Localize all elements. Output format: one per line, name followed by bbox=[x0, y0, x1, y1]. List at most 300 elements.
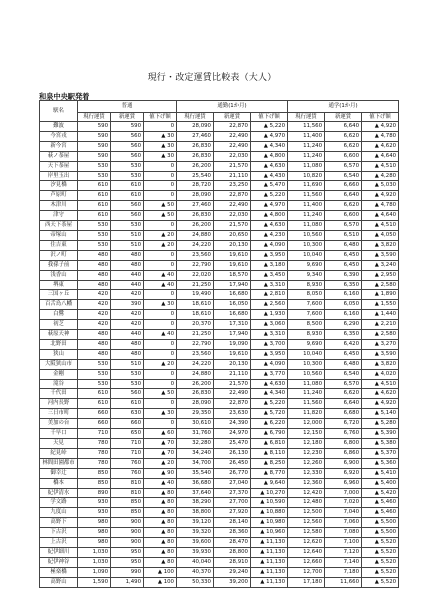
regular-reduction-cell: ▲ 30 bbox=[144, 131, 177, 141]
regular-reduction-cell: ▲ 70 bbox=[144, 439, 177, 449]
commuter-new-cell: 24,390 bbox=[214, 419, 251, 429]
student-current-cell: 10,820 bbox=[288, 171, 325, 181]
commuter-current-cell: 28,720 bbox=[177, 181, 214, 191]
table-row bbox=[40, 488, 399, 498]
student-new-cell: 6,480 bbox=[325, 359, 362, 369]
regular-new-cell: 480 bbox=[111, 339, 144, 349]
regular-reduction-cell: 0 bbox=[144, 171, 177, 181]
commuter-current-cell: 24,220 bbox=[177, 359, 214, 369]
student-current-cell: 11,240 bbox=[288, 211, 325, 221]
student-new-cell: 6,760 bbox=[325, 429, 362, 439]
regular-new-cell: 530 bbox=[111, 221, 144, 231]
regular-current-cell: 780 bbox=[78, 448, 111, 458]
student-new-cell: 6,800 bbox=[325, 439, 362, 449]
regular-new-cell: 420 bbox=[111, 320, 144, 330]
station-name-cell: 北野田 bbox=[40, 339, 78, 349]
station-name-cell: 萩原天神 bbox=[40, 330, 78, 340]
regular-reduction-cell: ▲ 80 bbox=[144, 557, 177, 567]
student-current-cell: 12,420 bbox=[288, 488, 325, 498]
station-name-cell: 紀伊細川 bbox=[40, 547, 78, 557]
table-row bbox=[40, 468, 399, 478]
student-new-cell: 6,570 bbox=[325, 221, 362, 231]
regular-reduction-cell: 0 bbox=[144, 419, 177, 429]
regular-current-cell: 590 bbox=[78, 141, 111, 151]
commuter-new-cell: 21,110 bbox=[214, 171, 251, 181]
commuter-reduction-cell: ▲ 8,250 bbox=[251, 458, 288, 468]
subheader-new-fare: 新運賃 bbox=[214, 113, 251, 122]
table-row bbox=[40, 122, 399, 132]
commuter-reduction-cell: ▲ 5,720 bbox=[251, 409, 288, 419]
commuter-reduction-cell: ▲ 3,310 bbox=[251, 330, 288, 340]
regular-reduction-cell: 0 bbox=[144, 250, 177, 260]
regular-new-cell: 530 bbox=[111, 171, 144, 181]
regular-current-cell: 480 bbox=[78, 330, 111, 340]
commuter-reduction-cell: ▲ 3,310 bbox=[251, 280, 288, 290]
student-reduction-cell: ▲ 5,380 bbox=[362, 439, 399, 449]
group-header-commuter: 通勤(1か月) bbox=[177, 101, 288, 113]
commuter-reduction-cell: ▲ 10,980 bbox=[251, 518, 288, 528]
station-name-cell: 紀見峠 bbox=[40, 448, 78, 458]
regular-current-cell: 610 bbox=[78, 389, 111, 399]
commuter-new-cell: 22,870 bbox=[214, 399, 251, 409]
station-name-cell: 三国ヶ丘 bbox=[40, 290, 78, 300]
student-reduction-cell: ▲ 4,780 bbox=[362, 201, 399, 211]
student-new-cell: 6,570 bbox=[325, 161, 362, 171]
commuter-reduction-cell: ▲ 10,880 bbox=[251, 508, 288, 518]
student-reduction-cell: ▲ 5,460 bbox=[362, 498, 399, 508]
commuter-current-cell: 26,830 bbox=[177, 141, 214, 151]
student-reduction-cell: ▲ 5,030 bbox=[362, 181, 399, 191]
commuter-reduction-cell: ▲ 3,060 bbox=[251, 320, 288, 330]
regular-current-cell: 530 bbox=[78, 230, 111, 240]
regular-current-cell: 890 bbox=[78, 488, 111, 498]
commuter-new-cell: 27,040 bbox=[214, 478, 251, 488]
station-name-cell: 美加の台 bbox=[40, 419, 78, 429]
student-reduction-cell: ▲ 5,370 bbox=[362, 448, 399, 458]
student-reduction-cell: ▲ 5,460 bbox=[362, 508, 399, 518]
regular-reduction-cell: ▲ 30 bbox=[144, 141, 177, 151]
regular-reduction-cell: 0 bbox=[144, 181, 177, 191]
regular-current-cell: 480 bbox=[78, 349, 111, 359]
student-reduction-cell: ▲ 4,920 bbox=[362, 191, 399, 201]
station-name-cell: 千代田 bbox=[40, 389, 78, 399]
table-row bbox=[40, 359, 399, 369]
regular-reduction-cell: ▲ 60 bbox=[144, 429, 177, 439]
station-column-header: 駅名 bbox=[40, 101, 78, 122]
student-new-cell: 6,420 bbox=[325, 339, 362, 349]
regular-current-cell: 1,090 bbox=[78, 567, 111, 577]
commuter-current-cell: 50,330 bbox=[177, 577, 214, 587]
student-new-cell: 6,600 bbox=[325, 151, 362, 161]
regular-new-cell: 510 bbox=[111, 230, 144, 240]
regular-new-cell: 1,490 bbox=[111, 577, 144, 587]
student-current-cell: 12,000 bbox=[288, 419, 325, 429]
student-current-cell: 11,690 bbox=[288, 181, 325, 191]
commuter-current-cell: 28,090 bbox=[177, 399, 214, 409]
commuter-current-cell: 40,370 bbox=[177, 567, 214, 577]
station-name-cell: 新今宮 bbox=[40, 141, 78, 151]
student-current-cell: 12,620 bbox=[288, 538, 325, 548]
table-row bbox=[40, 151, 399, 161]
table-row bbox=[40, 538, 399, 548]
commuter-reduction-cell: ▲ 6,220 bbox=[251, 419, 288, 429]
regular-reduction-cell: 0 bbox=[144, 379, 177, 389]
table-row bbox=[40, 171, 399, 181]
student-reduction-cell: ▲ 4,620 bbox=[362, 389, 399, 399]
regular-new-cell: 530 bbox=[111, 161, 144, 171]
commuter-new-cell: 28,800 bbox=[214, 547, 251, 557]
student-reduction-cell: ▲ 3,590 bbox=[362, 349, 399, 359]
regular-current-cell: 590 bbox=[78, 122, 111, 132]
commuter-new-cell: 29,240 bbox=[214, 567, 251, 577]
commuter-new-cell: 27,370 bbox=[214, 488, 251, 498]
table-row bbox=[40, 389, 399, 399]
regular-new-cell: 560 bbox=[111, 211, 144, 221]
regular-current-cell: 1,590 bbox=[78, 577, 111, 587]
student-new-cell: 6,350 bbox=[325, 280, 362, 290]
commuter-new-cell: 22,490 bbox=[214, 201, 251, 211]
commuter-new-cell: 24,970 bbox=[214, 429, 251, 439]
student-new-cell: 6,050 bbox=[325, 300, 362, 310]
commuter-current-cell: 22,790 bbox=[177, 260, 214, 270]
commuter-new-cell: 26,450 bbox=[214, 458, 251, 468]
station-name-cell: 九度山 bbox=[40, 508, 78, 518]
table-row bbox=[40, 161, 399, 171]
student-new-cell: 7,100 bbox=[325, 538, 362, 548]
student-new-cell: 6,620 bbox=[325, 131, 362, 141]
commuter-reduction-cell: ▲ 5,220 bbox=[251, 399, 288, 409]
regular-current-cell: 980 bbox=[78, 538, 111, 548]
table-row bbox=[40, 201, 399, 211]
regular-current-cell: 480 bbox=[78, 270, 111, 280]
regular-reduction-cell: ▲ 80 bbox=[144, 547, 177, 557]
student-current-cell: 8,930 bbox=[288, 280, 325, 290]
regular-reduction-cell: ▲ 50 bbox=[144, 201, 177, 211]
regular-new-cell: 510 bbox=[111, 240, 144, 250]
table-row bbox=[40, 478, 399, 488]
student-reduction-cell: ▲ 4,510 bbox=[362, 379, 399, 389]
student-current-cell: 10,040 bbox=[288, 349, 325, 359]
table-row bbox=[40, 349, 399, 359]
student-new-cell: 7,000 bbox=[325, 488, 362, 498]
commuter-reduction-cell: ▲ 9,640 bbox=[251, 478, 288, 488]
regular-reduction-cell: 0 bbox=[144, 310, 177, 320]
regular-current-cell: 850 bbox=[78, 478, 111, 488]
regular-current-cell: 980 bbox=[78, 518, 111, 528]
regular-new-cell: 590 bbox=[111, 122, 144, 132]
commuter-reduction-cell: ▲ 3,700 bbox=[251, 339, 288, 349]
student-new-cell: 6,600 bbox=[325, 211, 362, 221]
commuter-new-cell: 22,870 bbox=[214, 122, 251, 132]
commuter-new-cell: 17,940 bbox=[214, 330, 251, 340]
regular-reduction-cell: ▲ 20 bbox=[144, 240, 177, 250]
student-current-cell: 10,300 bbox=[288, 359, 325, 369]
student-reduction-cell: ▲ 4,020 bbox=[362, 369, 399, 379]
table-row bbox=[40, 458, 399, 468]
student-current-cell: 12,580 bbox=[288, 528, 325, 538]
regular-current-cell: 530 bbox=[78, 359, 111, 369]
commuter-reduction-cell: ▲ 10,270 bbox=[251, 488, 288, 498]
commuter-reduction-cell: ▲ 11,130 bbox=[251, 557, 288, 567]
commuter-current-cell: 26,830 bbox=[177, 389, 214, 399]
regular-reduction-cell: ▲ 20 bbox=[144, 458, 177, 468]
regular-new-cell: 990 bbox=[111, 567, 144, 577]
commuter-reduction-cell: ▲ 4,800 bbox=[251, 211, 288, 221]
commuter-current-cell: 38,800 bbox=[177, 508, 214, 518]
student-current-cell: 12,560 bbox=[288, 518, 325, 528]
commuter-reduction-cell: ▲ 4,630 bbox=[251, 379, 288, 389]
commuter-reduction-cell: ▲ 5,470 bbox=[251, 181, 288, 191]
commuter-new-cell: 22,030 bbox=[214, 151, 251, 161]
table-row bbox=[40, 439, 399, 449]
regular-current-cell: 530 bbox=[78, 161, 111, 171]
regular-reduction-cell: ▲ 70 bbox=[144, 448, 177, 458]
station-name-cell: 紀伊清水 bbox=[40, 488, 78, 498]
commuter-new-cell: 23,250 bbox=[214, 181, 251, 191]
table-row bbox=[40, 230, 399, 240]
commuter-reduction-cell: ▲ 3,450 bbox=[251, 270, 288, 280]
student-new-cell: 6,540 bbox=[325, 171, 362, 181]
commuter-reduction-cell: ▲ 4,340 bbox=[251, 141, 288, 151]
commuter-current-cell: 39,120 bbox=[177, 518, 214, 528]
student-current-cell: 12,500 bbox=[288, 508, 325, 518]
commuter-current-cell: 40,040 bbox=[177, 557, 214, 567]
regular-current-cell: 710 bbox=[78, 429, 111, 439]
commuter-new-cell: 26,770 bbox=[214, 468, 251, 478]
commuter-new-cell: 28,140 bbox=[214, 518, 251, 528]
commuter-current-cell: 28,090 bbox=[177, 122, 214, 132]
student-current-cell: 12,180 bbox=[288, 439, 325, 449]
commuter-current-cell: 23,560 bbox=[177, 250, 214, 260]
student-reduction-cell: ▲ 5,500 bbox=[362, 518, 399, 528]
student-reduction-cell: ▲ 5,520 bbox=[362, 547, 399, 557]
table-row bbox=[40, 300, 399, 310]
commuter-current-cell: 22,790 bbox=[177, 339, 214, 349]
commuter-current-cell: 36,680 bbox=[177, 478, 214, 488]
regular-current-cell: 610 bbox=[78, 399, 111, 409]
station-name-cell: 天下茶屋 bbox=[40, 161, 78, 171]
subheader-current-fare: 現行運賃 bbox=[177, 113, 214, 122]
commuter-new-cell: 18,570 bbox=[214, 270, 251, 280]
regular-current-cell: 530 bbox=[78, 379, 111, 389]
commuter-reduction-cell: ▲ 8,110 bbox=[251, 448, 288, 458]
station-name-cell: 白鷺 bbox=[40, 310, 78, 320]
table-row bbox=[40, 240, 399, 250]
table-row bbox=[40, 131, 399, 141]
regular-current-cell: 610 bbox=[78, 211, 111, 221]
commuter-new-cell: 22,490 bbox=[214, 141, 251, 151]
regular-new-cell: 760 bbox=[111, 468, 144, 478]
student-current-cell: 12,150 bbox=[288, 429, 325, 439]
station-name-cell: 西天下茶屋 bbox=[40, 221, 78, 231]
regular-current-cell: 850 bbox=[78, 468, 111, 478]
commuter-new-cell: 21,570 bbox=[214, 221, 251, 231]
student-new-cell: 6,920 bbox=[325, 468, 362, 478]
regular-reduction-cell: 0 bbox=[144, 290, 177, 300]
student-current-cell: 9,690 bbox=[288, 260, 325, 270]
commuter-reduction-cell: ▲ 1,930 bbox=[251, 310, 288, 320]
table-row bbox=[40, 547, 399, 557]
student-reduction-cell: ▲ 5,360 bbox=[362, 458, 399, 468]
student-reduction-cell: ▲ 1,890 bbox=[362, 290, 399, 300]
commuter-reduction-cell: ▲ 4,340 bbox=[251, 389, 288, 399]
commuter-reduction-cell: ▲ 4,800 bbox=[251, 151, 288, 161]
commuter-reduction-cell: ▲ 6,810 bbox=[251, 439, 288, 449]
student-new-cell: 11,660 bbox=[325, 577, 362, 587]
student-current-cell: 8,930 bbox=[288, 330, 325, 340]
student-new-cell: 6,860 bbox=[325, 448, 362, 458]
regular-reduction-cell: ▲ 90 bbox=[144, 468, 177, 478]
student-reduction-cell: ▲ 4,050 bbox=[362, 230, 399, 240]
commuter-new-cell: 28,470 bbox=[214, 538, 251, 548]
student-current-cell: 8,050 bbox=[288, 290, 325, 300]
commuter-new-cell: 21,110 bbox=[214, 369, 251, 379]
regular-reduction-cell: 0 bbox=[144, 161, 177, 171]
subheader-reduction: 値下げ額 bbox=[144, 113, 177, 122]
student-current-cell: 10,300 bbox=[288, 240, 325, 250]
commuter-new-cell: 22,490 bbox=[214, 131, 251, 141]
regular-current-cell: 420 bbox=[78, 300, 111, 310]
commuter-current-cell: 24,880 bbox=[177, 369, 214, 379]
commuter-new-cell: 16,680 bbox=[214, 290, 251, 300]
station-name-cell: 堺東 bbox=[40, 280, 78, 290]
table-row bbox=[40, 191, 399, 201]
commuter-new-cell: 22,490 bbox=[214, 389, 251, 399]
fare-comparison-table bbox=[39, 100, 399, 588]
commuter-current-cell: 34,240 bbox=[177, 448, 214, 458]
station-name-cell: 千早口 bbox=[40, 429, 78, 439]
student-reduction-cell: ▲ 5,520 bbox=[362, 577, 399, 587]
student-reduction-cell: ▲ 4,920 bbox=[362, 122, 399, 132]
commuter-new-cell: 17,310 bbox=[214, 320, 251, 330]
student-reduction-cell: ▲ 2,580 bbox=[362, 330, 399, 340]
student-reduction-cell: ▲ 5,400 bbox=[362, 478, 399, 488]
student-new-cell: 7,180 bbox=[325, 567, 362, 577]
commuter-reduction-cell: ▲ 11,130 bbox=[251, 577, 288, 587]
commuter-current-cell: 24,220 bbox=[177, 240, 214, 250]
student-new-cell: 6,960 bbox=[325, 478, 362, 488]
station-name-cell: 帝塚山 bbox=[40, 230, 78, 240]
commuter-new-cell: 19,610 bbox=[214, 260, 251, 270]
commuter-current-cell: 26,200 bbox=[177, 161, 214, 171]
student-reduction-cell: ▲ 4,510 bbox=[362, 161, 399, 171]
student-current-cell: 11,560 bbox=[288, 191, 325, 201]
regular-current-cell: 660 bbox=[78, 419, 111, 429]
subheader-reduction: 値下げ額 bbox=[251, 113, 288, 122]
regular-new-cell: 710 bbox=[111, 448, 144, 458]
regular-new-cell: 530 bbox=[111, 379, 144, 389]
student-reduction-cell: ▲ 3,240 bbox=[362, 260, 399, 270]
student-current-cell: 9,690 bbox=[288, 339, 325, 349]
station-name-cell: 百舌鳥八幡 bbox=[40, 300, 78, 310]
table-row bbox=[40, 567, 399, 577]
regular-new-cell: 480 bbox=[111, 349, 144, 359]
table-row bbox=[40, 498, 399, 508]
station-name-cell: 浅香山 bbox=[40, 270, 78, 280]
student-current-cell: 12,330 bbox=[288, 468, 325, 478]
table-row bbox=[40, 330, 399, 340]
station-name-cell: 今宮戎 bbox=[40, 131, 78, 141]
student-new-cell: 6,160 bbox=[325, 290, 362, 300]
commuter-current-cell: 35,540 bbox=[177, 468, 214, 478]
student-new-cell: 6,620 bbox=[325, 201, 362, 211]
regular-current-cell: 930 bbox=[78, 508, 111, 518]
regular-current-cell: 480 bbox=[78, 339, 111, 349]
regular-reduction-cell: ▲ 30 bbox=[144, 300, 177, 310]
regular-reduction-cell: ▲ 40 bbox=[144, 270, 177, 280]
regular-reduction-cell: 0 bbox=[144, 191, 177, 201]
regular-new-cell: 650 bbox=[111, 429, 144, 439]
station-name-cell: 金剛 bbox=[40, 369, 78, 379]
table-row bbox=[40, 419, 399, 429]
regular-current-cell: 1,030 bbox=[78, 557, 111, 567]
regular-new-cell: 850 bbox=[111, 498, 144, 508]
commuter-reduction-cell: ▲ 11,130 bbox=[251, 538, 288, 548]
student-current-cell: 11,080 bbox=[288, 379, 325, 389]
commuter-reduction-cell: ▲ 4,090 bbox=[251, 359, 288, 369]
commuter-new-cell: 16,680 bbox=[214, 310, 251, 320]
table-row bbox=[40, 270, 399, 280]
regular-current-cell: 610 bbox=[78, 201, 111, 211]
student-new-cell: 6,620 bbox=[325, 389, 362, 399]
table-row bbox=[40, 339, 399, 349]
student-new-cell: 6,540 bbox=[325, 369, 362, 379]
commuter-reduction-cell: ▲ 10,590 bbox=[251, 498, 288, 508]
student-new-cell: 6,640 bbox=[325, 191, 362, 201]
station-subtitle: 和泉中央駅発着 bbox=[39, 92, 90, 101]
commuter-reduction-cell: ▲ 3,180 bbox=[251, 260, 288, 270]
student-new-cell: 6,900 bbox=[325, 458, 362, 468]
student-reduction-cell: ▲ 2,210 bbox=[362, 320, 399, 330]
commuter-reduction-cell: ▲ 6,790 bbox=[251, 429, 288, 439]
regular-new-cell: 440 bbox=[111, 270, 144, 280]
student-reduction-cell: ▲ 3,590 bbox=[362, 250, 399, 260]
regular-current-cell: 480 bbox=[78, 250, 111, 260]
student-new-cell: 6,450 bbox=[325, 250, 362, 260]
student-new-cell: 6,160 bbox=[325, 310, 362, 320]
student-new-cell: 6,620 bbox=[325, 141, 362, 151]
commuter-current-cell: 21,250 bbox=[177, 280, 214, 290]
student-current-cell: 11,820 bbox=[288, 409, 325, 419]
student-reduction-cell: ▲ 2,580 bbox=[362, 280, 399, 290]
station-name-cell: 河内長野 bbox=[40, 399, 78, 409]
student-reduction-cell: ▲ 4,780 bbox=[362, 131, 399, 141]
commuter-reduction-cell: ▲ 4,630 bbox=[251, 221, 288, 231]
regular-reduction-cell: ▲ 50 bbox=[144, 389, 177, 399]
station-name-cell: 汐見橋 bbox=[40, 181, 78, 191]
regular-reduction-cell: ▲ 40 bbox=[144, 280, 177, 290]
group-header-regular: 普通 bbox=[78, 101, 177, 113]
commuter-new-cell: 17,940 bbox=[214, 280, 251, 290]
commuter-current-cell: 18,610 bbox=[177, 300, 214, 310]
commuter-current-cell: 28,090 bbox=[177, 191, 214, 201]
subheader-current-fare: 現行運賃 bbox=[78, 113, 111, 122]
station-name-cell: 芦原町 bbox=[40, 191, 78, 201]
student-new-cell: 7,060 bbox=[325, 518, 362, 528]
commuter-new-cell: 39,200 bbox=[214, 577, 251, 587]
commuter-current-cell: 29,350 bbox=[177, 409, 214, 419]
regular-reduction-cell: ▲ 30 bbox=[144, 409, 177, 419]
regular-reduction-cell: 0 bbox=[144, 122, 177, 132]
student-current-cell: 10,040 bbox=[288, 250, 325, 260]
commuter-new-cell: 26,130 bbox=[214, 448, 251, 458]
commuter-reduction-cell: ▲ 4,970 bbox=[251, 131, 288, 141]
student-new-cell: 6,480 bbox=[325, 240, 362, 250]
student-reduction-cell: ▲ 5,520 bbox=[362, 538, 399, 548]
regular-new-cell: 560 bbox=[111, 201, 144, 211]
commuter-current-cell: 27,460 bbox=[177, 201, 214, 211]
station-name-cell: 御幸辻 bbox=[40, 468, 78, 478]
